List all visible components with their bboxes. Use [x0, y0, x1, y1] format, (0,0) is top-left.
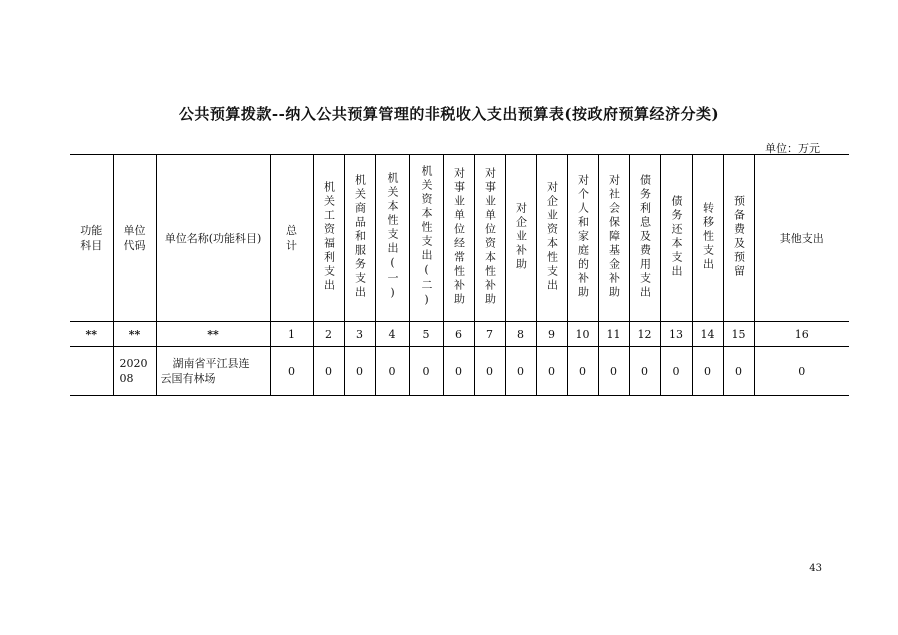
header-cell — [409, 155, 443, 322]
header-label-debt-interest: 债务利息及费用支出 — [638, 173, 652, 300]
value-cell: 0 — [344, 347, 375, 396]
header-cell — [660, 155, 692, 322]
header-label-transfer: 转移性支出 — [701, 201, 715, 272]
func-code-cell — [70, 347, 113, 396]
header-label-total: 总 计 — [286, 224, 297, 252]
value-cell: 0 — [375, 347, 409, 396]
value-cell: 0 — [660, 347, 692, 396]
unit-name-text: 湖南省平江县连云国有林场 — [160, 357, 250, 385]
header-label-unit-code: 单位 代码 — [123, 224, 146, 252]
header-label-household: 对个人和家庭的补助 — [576, 173, 590, 300]
index-cell: 11 — [598, 322, 629, 347]
header-label-capital-1: 机关本性支出(一) — [386, 171, 399, 302]
index-cell: 7 — [474, 322, 505, 347]
value-cell: 0 — [536, 347, 567, 396]
header-cell — [474, 155, 505, 322]
index-cell: 15 — [723, 322, 754, 347]
index-cell: 8 — [505, 322, 536, 347]
value-cell: 0 — [629, 347, 660, 396]
value-cell: 0 — [313, 347, 344, 396]
header-cell — [313, 155, 344, 322]
header-cell — [70, 155, 113, 322]
header-cell — [567, 155, 598, 322]
header-label-capital-2: 机关资本性支出(二) — [420, 164, 433, 309]
header-label-reserve: 预备费及预留 — [732, 194, 746, 279]
header-label-other: 其他支出 — [779, 231, 824, 245]
budget-table — [70, 154, 849, 396]
header-cell — [536, 155, 567, 322]
value-cell: 0 — [692, 347, 723, 396]
index-cell: 14 — [692, 322, 723, 347]
table-title: 公共预算拨款--纳入公共预算管理的非税收入支出预算表(按政府预算经济分类) — [178, 105, 720, 123]
unit-name-cell — [156, 347, 270, 396]
header-label-goods-services: 机关商品和服务支出 — [353, 173, 367, 300]
total-cell: 0 — [270, 347, 313, 396]
index-cell: ** — [113, 322, 156, 347]
header-label-func-subject: 功能 科目 — [80, 224, 103, 252]
unit-code-text: 202008 — [119, 357, 148, 385]
index-cell: 10 — [567, 322, 598, 347]
header-label-social-security: 对社会保障基金补助 — [607, 173, 621, 300]
header-label-enterprise-capital: 对企业资本性支出 — [545, 180, 559, 293]
value-cell: 0 — [474, 347, 505, 396]
header-label-inst-recurring: 对事业单位经常性补助 — [452, 166, 466, 307]
value-cell: 0 — [409, 347, 443, 396]
header-cell — [270, 155, 313, 322]
header-cell — [443, 155, 474, 322]
page-number: 43 — [809, 563, 822, 574]
value-cell: 0 — [567, 347, 598, 396]
header-cell — [156, 155, 270, 322]
index-cell: 9 — [536, 322, 567, 347]
value-cell: 0 — [598, 347, 629, 396]
header-cell — [598, 155, 629, 322]
index-cell: 2 — [313, 322, 344, 347]
index-cell: ** — [70, 322, 113, 347]
header-label-unit-name: 单位名称(功能科目) — [164, 231, 262, 245]
value-cell: 0 — [723, 347, 754, 396]
index-cell: 6 — [443, 322, 474, 347]
index-cell: 13 — [660, 322, 692, 347]
index-cell: 12 — [629, 322, 660, 347]
header-cell — [113, 155, 156, 322]
value-cell: 0 — [443, 347, 474, 396]
header-label-enterprise-subsidy: 对企业补助 — [514, 201, 528, 272]
index-row — [70, 322, 849, 347]
unit-code-cell — [113, 347, 156, 396]
header-label-debt-principal: 债务还本支出 — [670, 194, 683, 279]
header-cell — [754, 155, 849, 322]
header-cell — [375, 155, 409, 322]
index-cell: 3 — [344, 322, 375, 347]
header-cell — [692, 155, 723, 322]
header-cell — [344, 155, 375, 322]
header-cell — [505, 155, 536, 322]
index-cell: 5 — [409, 322, 443, 347]
header-label-salary: 机关工资福利支出 — [322, 180, 336, 293]
unit-label: 单位：万元 — [765, 142, 820, 155]
value-cell: 0 — [505, 347, 536, 396]
index-cell: 1 — [270, 322, 313, 347]
header-row — [70, 155, 849, 322]
index-cell: ** — [156, 322, 270, 347]
table-row — [70, 347, 849, 396]
index-cell: 16 — [754, 322, 849, 347]
header-cell — [723, 155, 754, 322]
value-cell: 0 — [754, 347, 849, 396]
header-label-inst-capital: 对事业单位资本性补助 — [483, 166, 497, 307]
index-cell: 4 — [375, 322, 409, 347]
header-cell — [629, 155, 660, 322]
